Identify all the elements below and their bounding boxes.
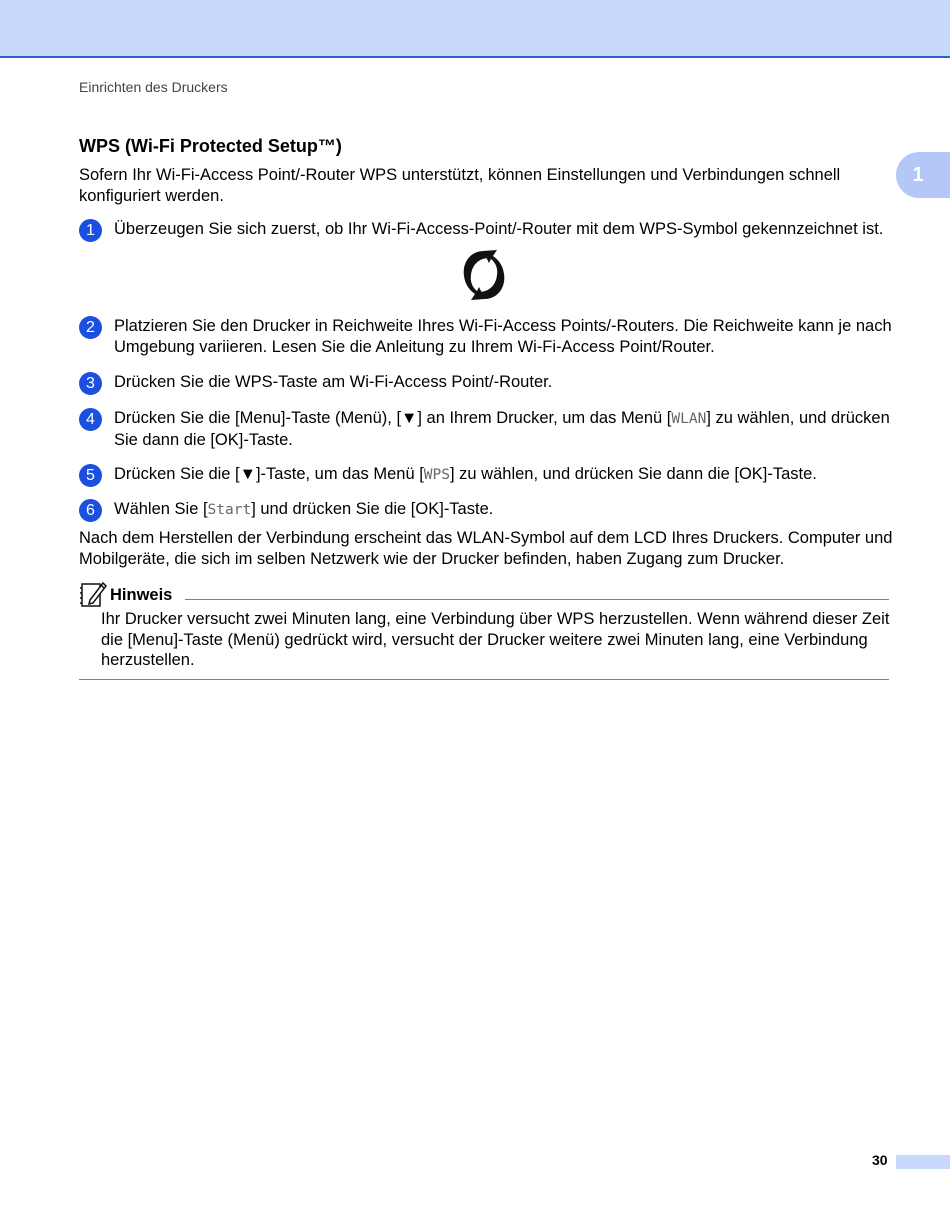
step-number: 5 (79, 464, 102, 487)
note-title: Hinweis (110, 586, 173, 604)
menu-code: WPS (423, 467, 450, 483)
step-text: Platzieren Sie den Drucker in Reichweite Ihres Wi-Fi-Access Points/-Routers. Die Reichweite kann je nach Umgebung variieren. Lesen Sie die Anleitung zu Ihrem Wi-Fi-Access Point/Router. (114, 317, 892, 356)
step-text-part: ] zu wählen, und drücken Sie dann die [OK]-Taste. (450, 465, 817, 483)
step-text-part: Drücken Sie die [▼]-Taste, um das Menü [ (114, 465, 424, 483)
step-6 (79, 499, 899, 521)
menu-code: WLAN (671, 411, 707, 427)
step-number: 1 (79, 219, 102, 242)
step-number: 2 (79, 316, 102, 339)
step-text: Überzeugen Sie sich zuerst, ob Ihr Wi-Fi-Access-Point/-Router mit dem WPS-Symbol gekennzeichnet ist. (114, 220, 884, 238)
section-title: WPS (Wi-Fi Protected Setup™) (79, 136, 342, 156)
step-text-part: ] und drücken Sie die [OK]-Taste. (251, 500, 494, 518)
step-1 (79, 219, 899, 240)
step-text (114, 408, 899, 451)
step-number: 6 (79, 499, 102, 522)
step-text-part: Wählen Sie [ (114, 500, 208, 518)
step-3 (79, 372, 899, 393)
chapter-number: 1 (912, 163, 924, 186)
note-pencil-icon (79, 580, 107, 608)
step-number: 3 (79, 372, 102, 395)
step-text: Drücken Sie die WPS-Taste am Wi-Fi-Access Point/-Router. (114, 373, 553, 391)
step-number: 4 (79, 408, 102, 431)
step-text-part: ] zu wählen, und drücken Sie dann die [OK]-Taste. (114, 409, 890, 449)
note-divider-bottom (79, 679, 889, 680)
chapter-tab (896, 152, 950, 198)
step-text (114, 464, 899, 486)
step-4 (79, 408, 899, 451)
note-divider-top (185, 599, 889, 600)
menu-code: Start (207, 502, 252, 518)
step-text-part: Drücken Sie die [Menu]-Taste (Menü), [▼] an Ihrem Drucker, um das Menü [ (114, 409, 672, 427)
footer-band (896, 1155, 950, 1169)
running-head: Einrichten des Druckers (79, 79, 228, 95)
after-paragraph: Nach dem Herstellen der Verbindung erscheint das WLAN-Symbol auf dem LCD Ihres Druckers. Computer und Mobilgeräte, die sich im selben Netzwerk wie der Drucker befinden, haben Zugang zum Drucker. (79, 529, 893, 568)
step-2 (79, 316, 899, 358)
page-number: 30 (872, 1152, 888, 1168)
intro-paragraph: Sofern Ihr Wi-Fi-Access Point/-Router WPS unterstützt, können Einstellungen und Verbindungen schnell konfiguriert werden. (79, 166, 841, 205)
step-text (114, 499, 899, 521)
step-5 (79, 464, 899, 486)
wps-icon (458, 247, 510, 303)
note-body: Ihr Drucker versucht zwei Minuten lang, eine Verbindung über WPS herzustellen. Wenn während dieser Zeit die [Menu]-Taste (Menü) gedrückt wird, versucht der Drucker weitere zwei Minuten lang, eine Verbindung herzustellen. (101, 610, 890, 669)
header-band (0, 0, 950, 58)
